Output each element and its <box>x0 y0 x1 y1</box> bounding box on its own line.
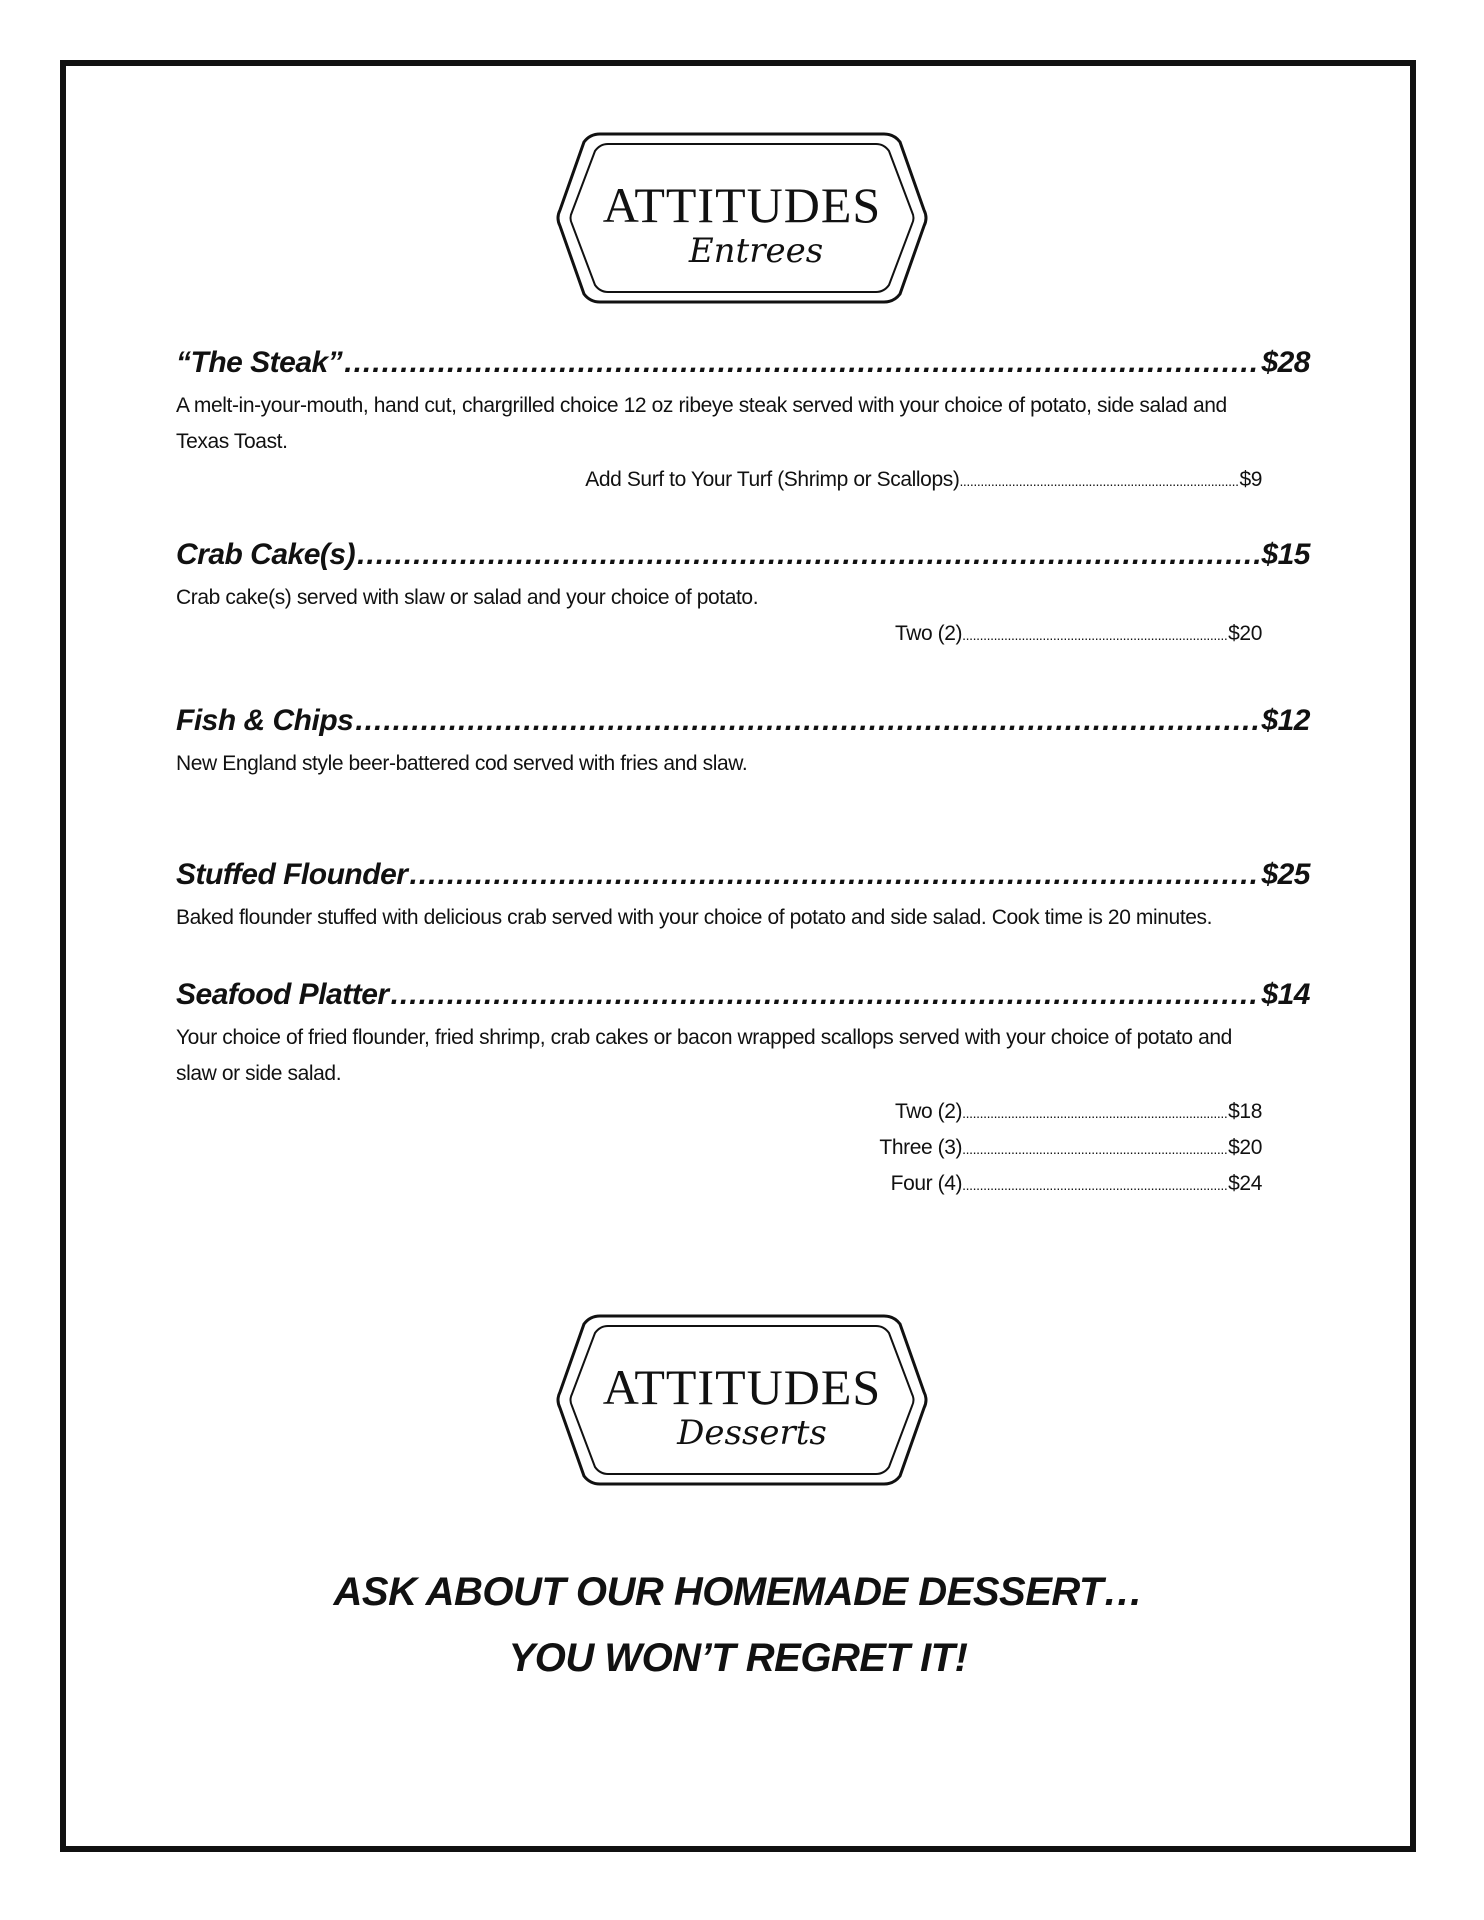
dot-leader <box>959 462 1239 499</box>
item-option <box>879 1130 1262 1167</box>
item-price: $28 <box>1261 346 1310 379</box>
dot-leader <box>962 1166 1228 1203</box>
menu-item-title <box>176 537 1310 573</box>
logo-subtitle: Entrees <box>688 231 824 271</box>
dessert-tagline-line1: ASK ABOUT OUR HOMEMADE DESSERT… <box>333 1570 1143 1614</box>
logo-badge-icon <box>556 1312 928 1488</box>
dot-leader <box>391 977 1260 1013</box>
logo-subtitle: Desserts <box>677 1413 827 1453</box>
item-name: Stuffed Flounder <box>176 858 408 891</box>
item-price: $25 <box>1261 858 1310 891</box>
option-price: $20 <box>1228 622 1262 645</box>
item-price: $14 <box>1261 978 1310 1011</box>
item-option <box>891 1166 1262 1203</box>
option-label: Two (2) <box>894 622 963 645</box>
menu-item-title <box>176 857 1310 893</box>
menu-item-title <box>176 703 1310 739</box>
item-name: Seafood Platter <box>176 978 389 1011</box>
option-label: Two (2) <box>894 1100 963 1123</box>
dessert-tagline-line2: YOU WON’T REGRET IT! <box>508 1636 968 1680</box>
item-price: $12 <box>1261 704 1310 737</box>
option-price: $18 <box>1228 1100 1262 1123</box>
item-name: Fish & Chips <box>176 704 354 737</box>
option-price: $9 <box>1239 468 1262 491</box>
option-price: $24 <box>1228 1172 1262 1195</box>
item-price: $15 <box>1261 538 1310 571</box>
item-name: Crab Cake(s) <box>176 538 356 571</box>
dot-leader <box>357 537 1259 573</box>
dot-leader <box>344 345 1259 381</box>
item-description: Baked flounder stuffed with delicious crab served with your choice of potato and side salad. Cook time is 20 minutes. <box>176 906 1213 929</box>
item-name: “The Steak” <box>176 346 343 379</box>
item-option <box>895 1094 1262 1131</box>
item-option <box>585 462 1262 499</box>
logo-brand: ATTITUDES <box>602 177 882 233</box>
desserts-logo <box>556 1312 928 1488</box>
option-label: Four (4) <box>890 1172 963 1195</box>
dot-leader <box>962 616 1228 653</box>
item-description: A melt-in-your-mouth, hand cut, chargrilled choice 12 oz ribeye steak served with your choice of potato, side salad and Texas Toast. <box>176 394 1227 453</box>
item-option <box>895 616 1262 653</box>
menu-item-title <box>176 977 1310 1013</box>
item-description: New England style beer-battered cod served with fries and slaw. <box>176 752 748 775</box>
dot-leader <box>962 1130 1228 1167</box>
item-description: Crab cake(s) served with slaw or salad and your choice of potato. <box>176 586 759 609</box>
dot-leader <box>355 703 1259 739</box>
option-label: Three (3) <box>879 1136 963 1159</box>
logo-badge-icon <box>556 130 928 306</box>
logo-brand: ATTITUDES <box>602 1359 882 1415</box>
item-description: Your choice of fried flounder, fried shrimp, crab cakes or bacon wrapped scallops served with your choice of potato and slaw or side salad. <box>176 1026 1232 1085</box>
menu-item-title <box>176 345 1310 381</box>
entrees-logo <box>556 130 928 306</box>
option-label: Add Surf to Your Turf (Shrimp or Scallops) <box>585 468 960 491</box>
option-price: $20 <box>1228 1136 1262 1159</box>
dot-leader <box>409 857 1259 893</box>
dot-leader <box>962 1094 1228 1131</box>
